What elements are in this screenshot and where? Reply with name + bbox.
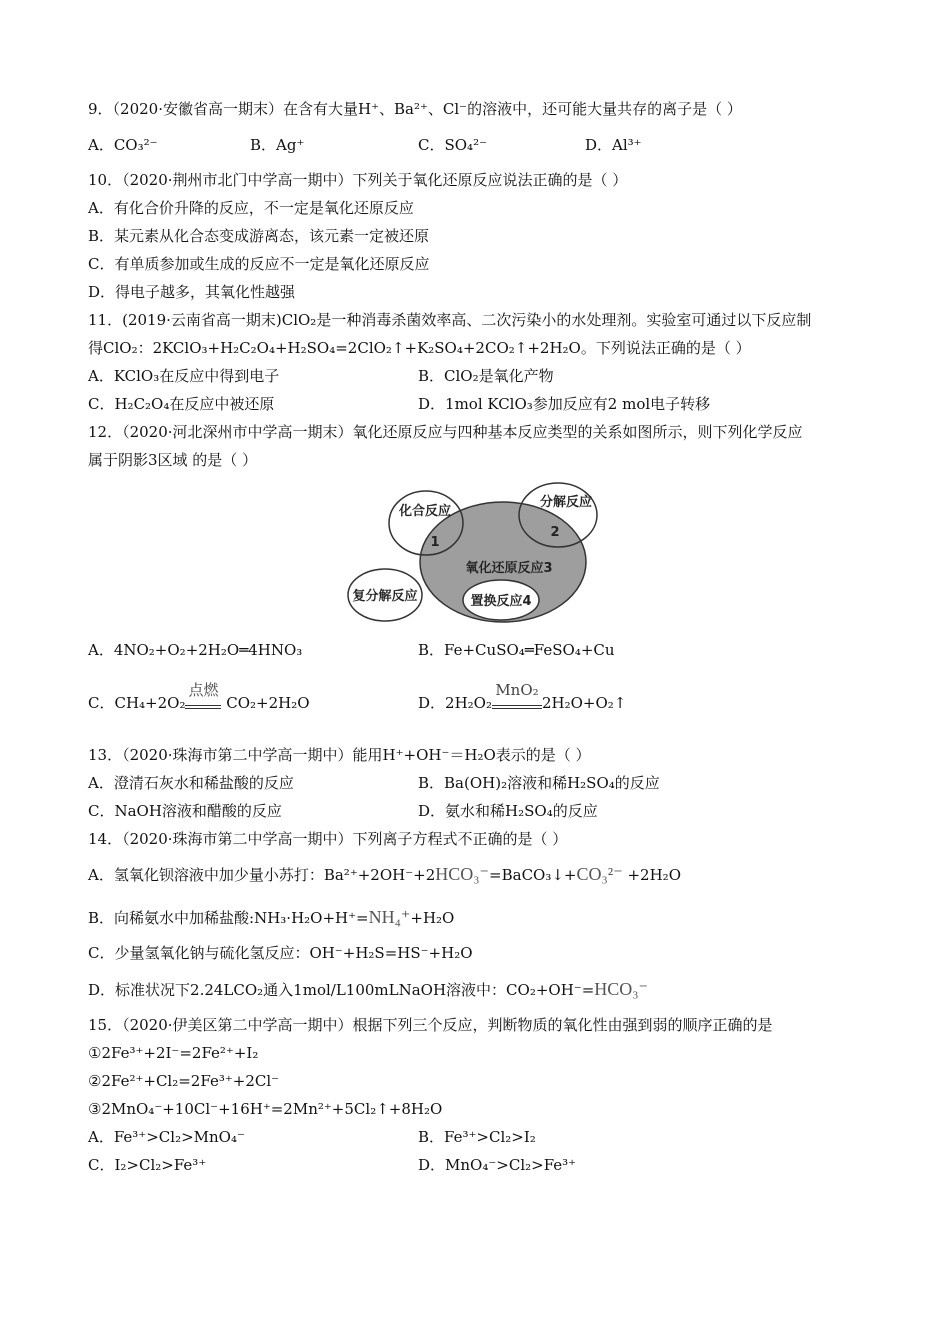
ignite-condition-arrow — [185, 681, 221, 716]
q14-a-text-3: +2H₂O — [627, 866, 681, 884]
q10-option-d: D．得电子越多，其氧化性越强 — [88, 283, 296, 301]
ignite-condition: 点燃 — [188, 681, 219, 699]
q14-option-d — [88, 979, 648, 1000]
q11-option-d: D．1mol KClO₃参加反应有2 mol电子转移 — [418, 395, 711, 413]
q15-option-c: C．I₂>Cl₂>Fe³⁺ — [88, 1156, 207, 1174]
q13-option-b: B．Ba(OH)₂溶液和稀H₂SO₄的反应 — [418, 774, 660, 792]
label-region-2: 2 — [550, 525, 560, 540]
q12-option-d-reactants: D．2H₂O₂ — [418, 694, 492, 712]
q11-stem-line2: 得ClO₂：2KClO₃+H₂C₂O₄+H₂SO₄=2ClO₂↑+K₂SO₄+2CO₂↑+2H₂O。下列说法正确的是（ ） — [88, 339, 751, 357]
q10-option-b: B．某元素从化合态变成游离态，该元素一定被还原 — [88, 227, 430, 245]
reaction-venn-diagram — [340, 482, 610, 632]
q12-option-a: A．4NO₂+O₂+2H₂O═4HNO₃ — [88, 641, 303, 659]
q12-option-c — [88, 681, 310, 716]
q15-option-a: A．Fe³⁺>Cl₂>MnO₄⁻ — [88, 1128, 245, 1146]
q14-a-text-2: =BaCO₃↓+ — [489, 866, 577, 884]
q12-stem-line1: 12．（2020·河北深州市中学高一期末）氧化还原反应与四种基本反应类型的关系如图所示，则下列化学反应 — [88, 423, 803, 441]
q10-option-c: C．有单质参加或生成的反应不一定是氧化还原反应 — [88, 255, 430, 273]
q10-option-a: A．有化合价升降的反应，不一定是氧化还原反应 — [88, 199, 414, 217]
q13-option-d: D．氨水和稀H₂SO₄的反应 — [418, 802, 598, 820]
q12-option-c-reactants: C．CH₄+2O₂ — [88, 694, 186, 712]
q15-reaction-2: ②2Fe²⁺+Cl₂=2Fe³⁺+2Cl⁻ — [88, 1072, 280, 1090]
q9-option-b: B．Ag⁺ — [250, 136, 305, 154]
q12-option-c-products: CO₂+2H₂O — [226, 694, 310, 712]
catalyst-condition: MnO₂ — [495, 681, 539, 699]
q9-stem: 9．（2020·安徽省高一期末）在含有大量H⁺、Ba²⁺、Cl⁻的溶液中，还可能大量共存的离子是（ ） — [88, 100, 742, 118]
q14-option-c: C．少量氢氧化钠与硫化氢反应：OH⁻+H₂S=HS⁻+H₂O — [88, 944, 473, 962]
q14-a-ion-2: CO₃²⁻ — [576, 864, 623, 884]
q15-option-d: D．MnO₄⁻>Cl₂>Fe³⁺ — [418, 1156, 577, 1174]
q14-a-text-1: A．氢氧化钡溶液中加少量小苏打：Ba²⁺+2OH⁻+2 — [88, 866, 436, 884]
label-combination: 化合反应 — [398, 504, 452, 519]
q15-reaction-1: ①2Fe³⁺+2I⁻=2Fe²⁺+I₂ — [88, 1044, 259, 1062]
q12-stem-line2: 属于阴影3区域 的是（ ） — [88, 451, 258, 469]
q12-option-d-products: 2H₂O+O₂↑ — [541, 694, 627, 712]
q9-option-c: C．SO₄²⁻ — [418, 136, 487, 154]
q13-option-a: A．澄清石灰水和稀盐酸的反应 — [88, 774, 294, 792]
label-region-1: 1 — [430, 535, 440, 550]
label-decomposition: 分解反应 — [539, 495, 593, 510]
q14-b-text-1: B．向稀氨水中加稀盐酸:NH₃·H₂O+H⁺= — [88, 909, 369, 927]
q11-option-c: C．H₂C₂O₄在反应中被还原 — [88, 395, 275, 413]
q14-d-ion: HCO₃⁻ — [594, 979, 649, 999]
q15-reaction-3: ③2MnO₄⁻+10Cl⁻+16H⁺=2Mn²⁺+5Cl₂↑+8H₂O — [88, 1100, 443, 1118]
label-replacement: 置换反应4 — [470, 594, 532, 609]
q14-a-ion-1: HCO₃⁻ — [435, 864, 490, 884]
q11-option-a: A．KClO₃在反应中得到电子 — [88, 367, 280, 385]
q14-stem: 14．（2020·珠海市第二中学高一期中）下列离子方程式不正确的是（ ） — [88, 830, 568, 848]
label-redox: 氧化还原反应3 — [465, 561, 553, 576]
q14-d-text: D．标准状况下2.24LCO₂通入1mol/L100mLNaOH溶液中：CO₂+OH⁻= — [88, 981, 595, 999]
q14-option-a — [88, 864, 681, 885]
q11-stem-line1: 11．(2019·云南省高一期末)ClO₂是一种消毒杀菌效率高、二次污染小的水处理剂。实验室可通过以下反应制 — [88, 311, 812, 329]
q14-b-ion: NH₄⁺ — [368, 907, 411, 927]
q13-stem: 13．（2020·珠海市第二中学高一期中）能用H⁺+OH⁻＝H₂O表示的是（ ） — [88, 746, 591, 764]
catalyst-condition-arrow — [492, 681, 542, 716]
q12-option-b: B．Fe+CuSO₄═FeSO₄+Cu — [418, 641, 615, 659]
q13-option-c: C．NaOH溶液和醋酸的反应 — [88, 802, 282, 820]
q14-b-text-2: +H₂O — [410, 909, 455, 927]
q14-option-b — [88, 907, 454, 928]
label-double-replacement: 复分解反应 — [352, 589, 418, 604]
q12-option-d — [418, 681, 627, 716]
q10-stem: 10．（2020·荆州市北门中学高一期中）下列关于氧化还原反应说法正确的是（ ） — [88, 171, 628, 189]
q15-stem: 15．（2020·伊美区第二中学高一期中）根据下列三个反应，判断物质的氧化性由强到弱的顺序正确的是 — [88, 1016, 773, 1034]
q9-option-d: D．Al³⁺ — [585, 136, 642, 154]
q9-option-a: A．CO₃²⁻ — [88, 136, 158, 154]
q15-option-b: B．Fe³⁺>Cl₂>I₂ — [418, 1128, 536, 1146]
q11-option-b: B．ClO₂是氧化产物 — [418, 367, 554, 385]
